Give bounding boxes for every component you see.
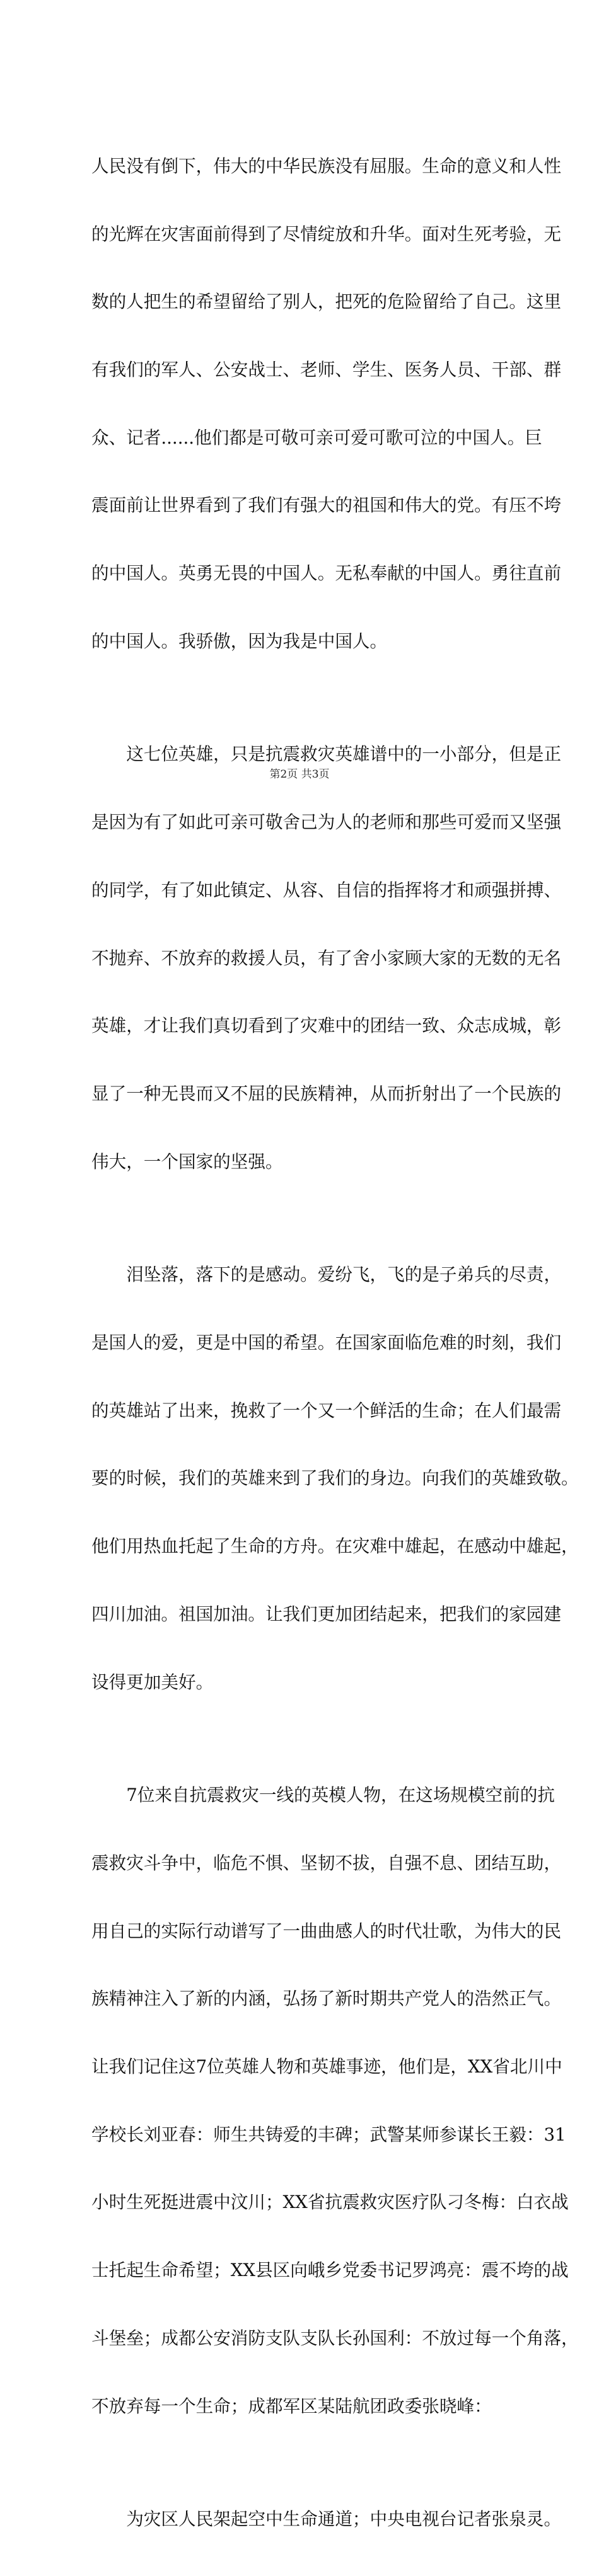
text-line: 小时生死挺进震中汶川；XX省抗震救灾医疗队刁冬梅：白衣战	[91, 2192, 569, 2213]
text-line: 的中国人。英勇无畏的中国人。无私奉献的中国人。勇往直前	[91, 563, 562, 584]
text-line: 众、记者......他们都是可敬可亲可爱可歌可泣的中国人。巨	[91, 427, 542, 448]
text-line: 学校长刘亚春：师生共铸爱的丰碑；武警某师参谋长王毅：31	[91, 2124, 566, 2145]
text-line: 的英雄站了出来，挽救了一个又一个鲜活的生命；在人们最需	[91, 1400, 562, 1421]
paragraph-4	[91, 1739, 579, 2463]
paragraph-3	[91, 1218, 579, 1739]
text-line: 显了一种无畏而又不屈的民族精神，从而折射出了一个民族的	[91, 1083, 562, 1104]
text-line: 要的时候，我们的英雄来到了我们的身边。向我们的英雄致敬。	[91, 1468, 579, 1489]
document-body	[91, 110, 579, 2576]
text-line: 用自己的实际行动谱写了一曲曲感人的时代壮歌，为伟大的民	[91, 1920, 562, 1941]
text-line: 斗堡垒；成都公安消防支队支队长孙国利：不放过每一个角落，	[91, 2327, 579, 2349]
text-line: 为灾区人民架起空中生命通道；中央电视台记者张泉灵。	[91, 2509, 562, 2530]
text-line: 的同学，有了如此镇定、从容、自信的指挥将才和顽强拼搏、	[91, 879, 562, 900]
paragraph-5	[91, 2463, 562, 2576]
text-line: 四川加油。祖国加油。让我们更加团结起来，把我们的家园建	[91, 1603, 562, 1624]
text-line: 英雄，才让我们真切看到了灾难中的团结一致、众志成城，彰	[91, 1015, 562, 1037]
text-line: 有我们的军人、公安战士、老师、学生、医务人员、干部、群	[91, 359, 562, 380]
paragraph-1	[91, 110, 562, 698]
text-line: 震面前让世界看到了我们有强大的祖国和伟大的党。有压不垮	[91, 495, 562, 516]
text-line: 让我们记住这7位英雄人物和英雄事迹，他们是，XX省北川中	[91, 2056, 562, 2077]
text-line: 人民没有倒下，伟大的中华民族没有屈服。生命的意义和人性	[91, 155, 562, 176]
text-line: 数的人把生的希望留给了别人，把死的危险留给了自己。这里	[91, 291, 562, 313]
text-line: 这七位英雄，只是抗震救灾英雄谱中的一小部分，但是正	[91, 744, 562, 765]
text-line: 的中国人。我骄傲，因为我是中国人。	[91, 630, 388, 652]
text-line: 7位来自抗震救灾一线的英模人物，在这场规模空前的抗	[91, 1785, 555, 1806]
page-indicator: 第2页 共3页	[269, 768, 330, 781]
text-line: 泪坠落，落下的是感动。爱纷飞，飞的是子弟兵的尽责，	[91, 1264, 562, 1285]
text-line: 他们用热血托起了生命的方舟。在灾难中雄起，在感动中雄起，	[91, 1536, 579, 1557]
text-line: 不放弃每一个生命；成都军区某陆航团政委张晓峰：	[91, 2395, 492, 2417]
page-footer	[0, 765, 599, 781]
text-line: 是因为有了如此可亲可敬舍己为人的老师和那些可爱而又坚强	[91, 812, 562, 833]
text-line: 震救灾斗争中，临危不惧、坚韧不拔，自强不息、团结互助，	[91, 1852, 562, 1873]
text-line: 士托起生命希望；XX县区向峨乡党委书记罗鸿亮：震不垮的战	[91, 2260, 569, 2281]
text-line: 是国人的爱，更是中国的希望。在国家面临危难的时刻，我们	[91, 1331, 562, 1353]
text-line: 族精神注入了新的内涵，弘扬了新时期共产党人的浩然正气。	[91, 1988, 562, 2010]
text-line: 伟大，一个国家的坚强。	[91, 1151, 283, 1172]
text-line: 不抛弃、不放弃的救援人员，有了舍小家顾大家的无数的无名	[91, 947, 562, 969]
text-line: 的光辉在灾害面前得到了尽情绽放和升华。面对生死考验，无	[91, 223, 562, 244]
text-line: 设得更加美好。	[91, 1671, 214, 1693]
